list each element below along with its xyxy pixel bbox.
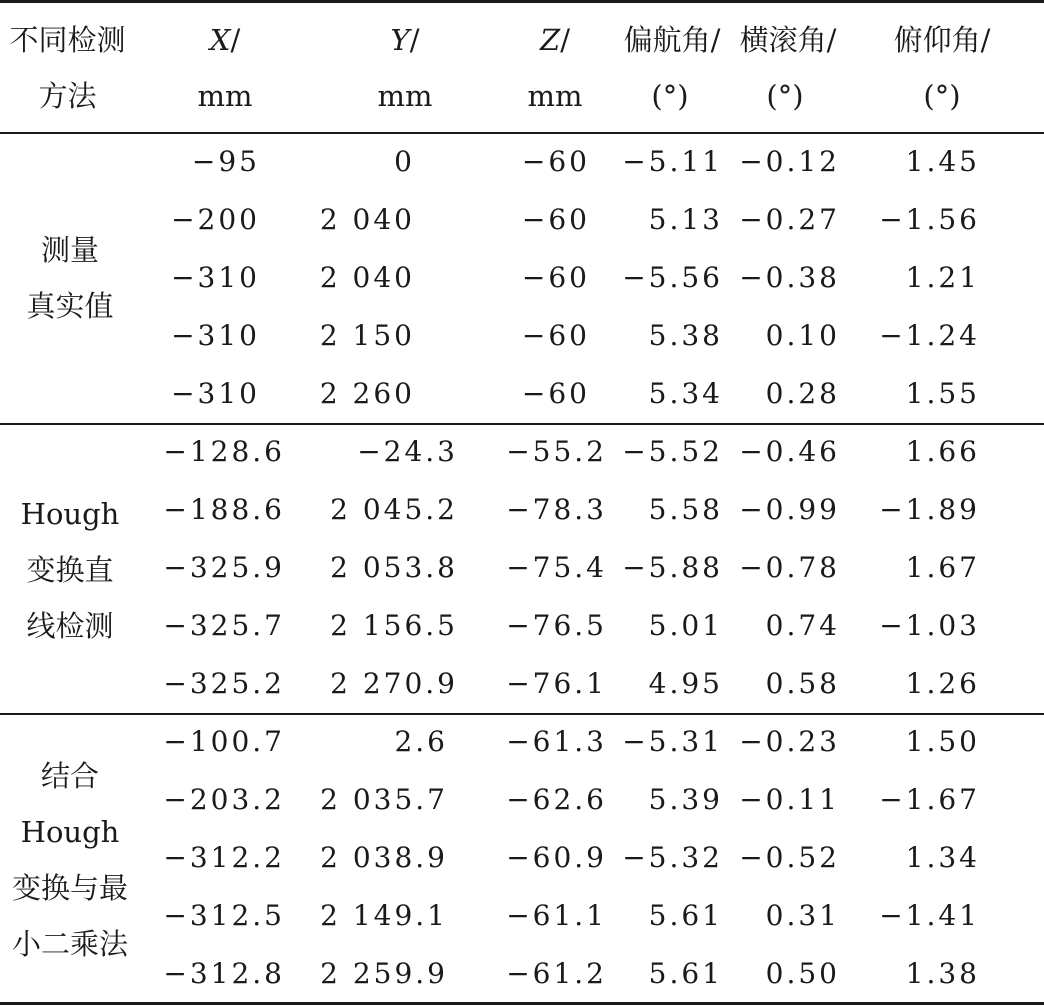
cell-roll: −0.99 xyxy=(739,493,840,526)
cell-y: 2 045.2 xyxy=(330,493,458,526)
group-label-line: Hough xyxy=(20,815,120,849)
header-roll-unit: (°) xyxy=(766,79,804,113)
header-x-slash: / xyxy=(230,23,241,57)
header-method-line2: 方法 xyxy=(38,79,97,113)
header-roll: 横滚角/ xyxy=(739,23,837,57)
group-label-line: 线检测 xyxy=(26,609,114,643)
cell-pitch: 1.66 xyxy=(905,435,980,468)
cell-y: 2 040 xyxy=(319,203,415,236)
cell-z: −76.1 xyxy=(506,667,607,700)
cell-z: −60 xyxy=(521,261,590,294)
header-pitch-unit: (°) xyxy=(923,79,961,113)
cell-pitch: 1.50 xyxy=(905,725,980,758)
cell-z: −61.3 xyxy=(506,725,607,758)
cell-yaw: 5.13 xyxy=(648,203,723,236)
cell-z: −76.5 xyxy=(506,609,607,642)
cell-yaw: 5.01 xyxy=(648,609,723,642)
group-label-line: 变换与最 xyxy=(11,871,128,905)
header-y xyxy=(370,22,440,58)
header-y-unit: mm xyxy=(377,79,433,113)
group-label-line: 变换直 xyxy=(26,553,114,587)
header-yaw-unit: (°) xyxy=(651,79,689,113)
group-label-line: 测量 xyxy=(40,233,99,267)
cell-roll: −0.27 xyxy=(739,203,840,236)
cell-roll: −0.12 xyxy=(739,145,840,178)
cell-x: −200 xyxy=(171,203,260,236)
header-x-symbol: X xyxy=(209,23,231,57)
cell-z: −60 xyxy=(521,319,590,352)
group-label xyxy=(0,222,140,334)
cell-y: 0 xyxy=(394,145,415,178)
cell-yaw: 5.58 xyxy=(648,493,723,526)
group-label xyxy=(0,486,140,654)
cell-yaw: 5.39 xyxy=(648,783,723,816)
cell-yaw: 4.95 xyxy=(648,667,723,700)
cell-y: 2 259.9 xyxy=(320,957,448,990)
cell-y: −24.3 xyxy=(357,435,458,468)
cell-pitch: 1.67 xyxy=(905,551,980,584)
group-label-line: 小二乘法 xyxy=(11,927,128,961)
cell-x: −95 xyxy=(191,145,260,178)
cell-roll: −0.23 xyxy=(739,725,840,758)
cell-roll: −0.11 xyxy=(739,783,840,816)
cell-z: −75.4 xyxy=(506,551,607,584)
cell-roll: 0.28 xyxy=(765,377,840,410)
cell-yaw: −5.88 xyxy=(622,551,723,584)
cell-z: −60 xyxy=(521,377,590,410)
cell-yaw: 5.34 xyxy=(648,377,723,410)
cell-yaw: −5.32 xyxy=(622,841,723,874)
cell-x: −325.2 xyxy=(163,667,285,700)
cell-x: −310 xyxy=(171,319,260,352)
cell-yaw: 5.61 xyxy=(648,957,723,990)
cell-y: 2.6 xyxy=(394,725,448,758)
cell-y: 2 270.9 xyxy=(330,667,458,700)
cell-x: −312.8 xyxy=(163,957,285,990)
cell-z: −60.9 xyxy=(506,841,607,874)
cell-x: −188.6 xyxy=(163,493,285,526)
cell-y: 2 150 xyxy=(319,319,415,352)
cell-pitch: 1.21 xyxy=(905,261,980,294)
cell-y: 2 040 xyxy=(319,261,415,294)
group-label-line: Hough xyxy=(20,497,120,531)
header-bottom-rule xyxy=(0,132,1044,134)
header-y-symbol: Y xyxy=(390,23,410,57)
group-divider-2 xyxy=(0,713,1044,715)
group-label-line: 结合 xyxy=(40,759,99,793)
cell-y: 2 149.1 xyxy=(320,899,448,932)
cell-z: −61.1 xyxy=(506,899,607,932)
cell-x: −310 xyxy=(171,377,260,410)
cell-pitch: −1.24 xyxy=(879,319,980,352)
cell-pitch: −1.56 xyxy=(879,203,980,236)
cell-y: 2 260 xyxy=(319,377,415,410)
cell-roll: −0.38 xyxy=(739,261,840,294)
header-method-line1: 不同检测 xyxy=(9,23,126,57)
cell-pitch: 1.38 xyxy=(905,957,980,990)
cell-y: 2 038.9 xyxy=(320,841,448,874)
cell-y: 2 035.7 xyxy=(320,783,448,816)
cell-y: 2 053.8 xyxy=(330,551,458,584)
cell-roll: 0.31 xyxy=(765,899,840,932)
header-z-symbol: Z xyxy=(540,23,561,57)
cell-x: −325.9 xyxy=(163,551,285,584)
cell-roll: 0.50 xyxy=(765,957,840,990)
header-pitch: 俯仰角/ xyxy=(893,23,991,57)
header-x-unit: mm xyxy=(197,79,253,113)
cell-roll: 0.58 xyxy=(765,667,840,700)
header-yaw: 偏航角/ xyxy=(623,23,721,57)
header-y-slash: / xyxy=(409,23,420,57)
cell-x: −325.7 xyxy=(163,609,285,642)
header-z-slash: / xyxy=(560,23,570,57)
cell-pitch: −1.41 xyxy=(879,899,980,932)
cell-pitch: 1.34 xyxy=(905,841,980,874)
cell-roll: 0.74 xyxy=(765,609,840,642)
cell-pitch: −1.67 xyxy=(879,783,980,816)
cell-x: −100.7 xyxy=(163,725,285,758)
group-divider-1 xyxy=(0,423,1044,425)
cell-yaw: −5.31 xyxy=(622,725,723,758)
cell-z: −61.2 xyxy=(506,957,607,990)
header-z-unit: mm xyxy=(527,79,583,113)
table-bottom-rule xyxy=(0,1002,1044,1005)
header-z xyxy=(520,22,590,58)
cell-x: −312.2 xyxy=(163,841,285,874)
cell-z: −62.6 xyxy=(506,783,607,816)
header-x xyxy=(190,22,260,58)
cell-z: −60 xyxy=(521,203,590,236)
cell-roll: 0.10 xyxy=(765,319,840,352)
group-label-line: 真实值 xyxy=(26,289,114,323)
cell-z: −60 xyxy=(521,145,590,178)
cell-z: −78.3 xyxy=(506,493,607,526)
table-top-rule xyxy=(0,0,1044,3)
cell-x: −312.5 xyxy=(163,899,285,932)
cell-roll: −0.46 xyxy=(739,435,840,468)
cell-yaw: −5.52 xyxy=(622,435,723,468)
cell-yaw: −5.11 xyxy=(622,145,723,178)
cell-x: −203.2 xyxy=(163,783,285,816)
cell-x: −310 xyxy=(171,261,260,294)
cell-pitch: 1.26 xyxy=(905,667,980,700)
cell-x: −128.6 xyxy=(163,435,285,468)
cell-pitch: −1.89 xyxy=(879,493,980,526)
cell-yaw: 5.61 xyxy=(648,899,723,932)
cell-pitch: 1.55 xyxy=(905,377,980,410)
cell-yaw: −5.56 xyxy=(622,261,723,294)
cell-y: 2 156.5 xyxy=(330,609,458,642)
cell-yaw: 5.38 xyxy=(648,319,723,352)
cell-pitch: −1.03 xyxy=(879,609,980,642)
cell-roll: −0.52 xyxy=(739,841,840,874)
group-label xyxy=(0,748,140,972)
cell-z: −55.2 xyxy=(506,435,607,468)
cell-pitch: 1.45 xyxy=(905,145,980,178)
cell-roll: −0.78 xyxy=(739,551,840,584)
